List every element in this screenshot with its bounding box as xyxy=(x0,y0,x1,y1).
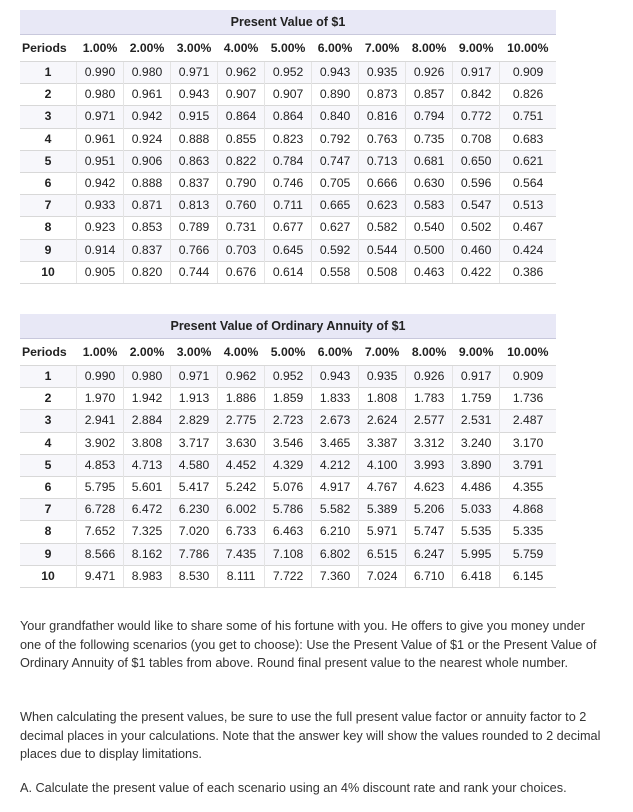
factor-cell: 0.863 xyxy=(171,150,218,172)
factor-cell: 0.857 xyxy=(406,84,453,106)
factor-cell: 0.665 xyxy=(312,195,359,217)
period-cell: 5 xyxy=(20,150,77,172)
factor-cell: 0.744 xyxy=(171,261,218,283)
factor-cell: 4.452 xyxy=(218,454,265,476)
factor-cell: 3.170 xyxy=(500,432,556,454)
factor-cell: 0.789 xyxy=(171,217,218,239)
factor-cell: 5.795 xyxy=(77,477,124,499)
factor-cell: 8.983 xyxy=(124,565,171,587)
period-cell: 3 xyxy=(20,410,77,432)
factor-cell: 0.623 xyxy=(359,195,406,217)
factor-cell: 0.460 xyxy=(453,239,500,261)
factor-cell: 4.100 xyxy=(359,454,406,476)
factor-cell: 0.816 xyxy=(359,106,406,128)
period-cell: 7 xyxy=(20,499,77,521)
factor-cell: 2.775 xyxy=(218,410,265,432)
table-row xyxy=(20,106,556,128)
factor-cell: 0.463 xyxy=(406,261,453,283)
factor-cell: 0.751 xyxy=(500,106,556,128)
factor-cell: 6.210 xyxy=(312,521,359,543)
column-header: Periods xyxy=(22,345,67,359)
period-cell: 3 xyxy=(20,106,77,128)
factor-cell: 0.926 xyxy=(406,62,453,84)
factor-cell: 5.335 xyxy=(500,521,556,543)
table-row xyxy=(20,261,556,283)
period-cell: 2 xyxy=(20,388,77,410)
factor-cell: 3.808 xyxy=(124,432,171,454)
factor-cell: 0.905 xyxy=(77,261,124,283)
table-row xyxy=(20,195,556,217)
factor-cell: 1.759 xyxy=(453,388,500,410)
column-header: 3.00% xyxy=(176,345,212,359)
factor-cell: 0.971 xyxy=(171,62,218,84)
factor-cell: 0.933 xyxy=(77,195,124,217)
factor-cell: 0.683 xyxy=(500,128,556,150)
factor-cell: 3.791 xyxy=(500,454,556,476)
factor-cell: 0.864 xyxy=(265,106,312,128)
factor-cell: 0.907 xyxy=(265,84,312,106)
factor-cell: 0.971 xyxy=(171,366,218,388)
factor-cell: 0.564 xyxy=(500,173,556,195)
factor-cell: 0.980 xyxy=(77,84,124,106)
factor-cell: 4.355 xyxy=(500,477,556,499)
factor-cell: 4.767 xyxy=(359,477,406,499)
factor-cell: 4.917 xyxy=(312,477,359,499)
factor-cell: 5.582 xyxy=(312,499,359,521)
factor-cell: 5.535 xyxy=(453,521,500,543)
factor-cell: 1.913 xyxy=(171,388,218,410)
factor-cell: 5.076 xyxy=(265,477,312,499)
factor-cell: 0.990 xyxy=(77,366,124,388)
factor-cell: 0.980 xyxy=(124,62,171,84)
column-header: 7.00% xyxy=(364,345,400,359)
factor-cell: 7.722 xyxy=(265,565,312,587)
factor-cell: 3.902 xyxy=(77,432,124,454)
factor-cell: 0.888 xyxy=(124,173,171,195)
factor-cell: 5.033 xyxy=(453,499,500,521)
factor-cell: 0.621 xyxy=(500,150,556,172)
factor-cell: 3.630 xyxy=(218,432,265,454)
factor-cell: 6.515 xyxy=(359,543,406,565)
factor-cell: 6.710 xyxy=(406,565,453,587)
column-header: 2.00% xyxy=(129,41,165,55)
period-cell: 10 xyxy=(20,261,77,283)
factor-cell: 0.708 xyxy=(453,128,500,150)
column-header: 1.00% xyxy=(82,41,118,55)
present-value-annuity-table xyxy=(20,314,556,588)
factor-cell: 7.786 xyxy=(171,543,218,565)
table-title: Present Value of Ordinary Annuity of $1 xyxy=(20,314,556,339)
table-row xyxy=(20,454,556,476)
factor-cell: 0.909 xyxy=(500,62,556,84)
factor-cell: 6.247 xyxy=(406,543,453,565)
factor-cell: 8.162 xyxy=(124,543,171,565)
period-cell: 8 xyxy=(20,521,77,543)
factor-cell: 6.145 xyxy=(500,565,556,587)
factor-cell: 0.917 xyxy=(453,62,500,84)
factor-cell: 6.002 xyxy=(218,499,265,521)
factor-cell: 0.735 xyxy=(406,128,453,150)
factor-cell: 0.873 xyxy=(359,84,406,106)
factor-cell: 0.842 xyxy=(453,84,500,106)
factor-cell: 0.971 xyxy=(77,106,124,128)
table-row xyxy=(20,84,556,106)
factor-cell: 0.747 xyxy=(312,150,359,172)
table-row xyxy=(20,239,556,261)
factor-cell: 1.859 xyxy=(265,388,312,410)
factor-cell: 0.677 xyxy=(265,217,312,239)
table-row xyxy=(20,150,556,172)
column-header: 6.00% xyxy=(317,345,353,359)
factor-cell: 0.813 xyxy=(171,195,218,217)
factor-cell: 3.717 xyxy=(171,432,218,454)
factor-cell: 7.024 xyxy=(359,565,406,587)
factor-cell: 0.952 xyxy=(265,366,312,388)
factor-cell: 0.864 xyxy=(218,106,265,128)
table-row xyxy=(20,62,556,84)
factor-cell: 0.508 xyxy=(359,261,406,283)
present-value-table xyxy=(20,10,556,284)
header-row xyxy=(20,339,556,366)
factor-cell: 0.422 xyxy=(453,261,500,283)
period-cell: 6 xyxy=(20,477,77,499)
factor-cell: 0.676 xyxy=(218,261,265,283)
period-cell: 9 xyxy=(20,543,77,565)
column-header: 3.00% xyxy=(176,41,212,55)
factor-cell: 0.853 xyxy=(124,217,171,239)
factor-cell: 7.020 xyxy=(171,521,218,543)
column-header: 9.00% xyxy=(458,41,494,55)
factor-cell: 4.212 xyxy=(312,454,359,476)
factor-cell: 2.531 xyxy=(453,410,500,432)
table-row xyxy=(20,173,556,195)
factor-cell: 8.566 xyxy=(77,543,124,565)
question-a-text: A. Calculate the present value of each scenario using an 4% discount rate and rank your choices. xyxy=(20,781,567,795)
column-header: 8.00% xyxy=(411,41,447,55)
table-row xyxy=(20,565,556,587)
factor-cell: 0.792 xyxy=(312,128,359,150)
factor-cell: 2.577 xyxy=(406,410,453,432)
factor-cell: 2.624 xyxy=(359,410,406,432)
period-cell: 1 xyxy=(20,62,77,84)
factor-cell: 0.666 xyxy=(359,173,406,195)
factor-cell: 6.733 xyxy=(218,521,265,543)
column-header: 4.00% xyxy=(223,345,259,359)
factor-cell: 2.673 xyxy=(312,410,359,432)
factor-cell: 0.923 xyxy=(77,217,124,239)
factor-cell: 3.312 xyxy=(406,432,453,454)
factor-cell: 0.924 xyxy=(124,128,171,150)
factor-cell: 4.329 xyxy=(265,454,312,476)
factor-cell: 0.772 xyxy=(453,106,500,128)
factor-cell: 0.915 xyxy=(171,106,218,128)
factor-cell: 0.766 xyxy=(171,239,218,261)
factor-cell: 0.826 xyxy=(500,84,556,106)
factor-cell: 0.705 xyxy=(312,173,359,195)
factor-cell: 5.759 xyxy=(500,543,556,565)
factor-cell: 0.596 xyxy=(453,173,500,195)
header-row xyxy=(20,35,556,62)
factor-cell: 7.325 xyxy=(124,521,171,543)
factor-cell: 3.890 xyxy=(453,454,500,476)
period-cell: 2 xyxy=(20,84,77,106)
factor-cell: 2.941 xyxy=(77,410,124,432)
table-row xyxy=(20,477,556,499)
factor-cell: 7.652 xyxy=(77,521,124,543)
factor-cell: 4.868 xyxy=(500,499,556,521)
factor-cell: 0.837 xyxy=(124,239,171,261)
factor-cell: 1.886 xyxy=(218,388,265,410)
factor-cell: 1.736 xyxy=(500,388,556,410)
factor-cell: 0.592 xyxy=(312,239,359,261)
factor-cell: 2.487 xyxy=(500,410,556,432)
column-header: 10.00% xyxy=(507,345,549,359)
factor-cell: 4.853 xyxy=(77,454,124,476)
factor-cell: 0.888 xyxy=(171,128,218,150)
period-cell: 1 xyxy=(20,366,77,388)
factor-cell: 0.731 xyxy=(218,217,265,239)
factor-cell: 0.790 xyxy=(218,173,265,195)
column-header: 5.00% xyxy=(270,41,306,55)
factor-cell: 0.855 xyxy=(218,128,265,150)
factor-cell: 0.951 xyxy=(77,150,124,172)
factor-cell: 0.906 xyxy=(124,150,171,172)
factor-cell: 0.822 xyxy=(218,150,265,172)
factor-cell: 0.943 xyxy=(312,62,359,84)
factor-cell: 6.802 xyxy=(312,543,359,565)
factor-cell: 3.993 xyxy=(406,454,453,476)
column-header: 7.00% xyxy=(364,41,400,55)
factor-cell: 0.952 xyxy=(265,62,312,84)
calculation-instructions-text: When calculating the present values, be sure to use the full present value factor or annuity factor to 2 decimal places in your calculations. Note that the answer key will show the values rounded to 2 decimal places due to display limitations. xyxy=(20,710,601,761)
factor-cell: 6.230 xyxy=(171,499,218,521)
factor-cell: 4.623 xyxy=(406,477,453,499)
factor-cell: 0.540 xyxy=(406,217,453,239)
factor-cell: 3.546 xyxy=(265,432,312,454)
factor-cell: 7.360 xyxy=(312,565,359,587)
period-cell: 9 xyxy=(20,239,77,261)
factor-cell: 5.971 xyxy=(359,521,406,543)
factor-cell: 0.943 xyxy=(312,366,359,388)
factor-cell: 4.580 xyxy=(171,454,218,476)
factor-cell: 0.583 xyxy=(406,195,453,217)
factor-cell: 0.943 xyxy=(171,84,218,106)
column-header: 2.00% xyxy=(129,345,165,359)
factor-cell: 0.630 xyxy=(406,173,453,195)
factor-cell: 0.582 xyxy=(359,217,406,239)
period-cell: 8 xyxy=(20,217,77,239)
factor-cell: 5.242 xyxy=(218,477,265,499)
factor-cell: 5.389 xyxy=(359,499,406,521)
factor-cell: 0.961 xyxy=(77,128,124,150)
factor-cell: 4.713 xyxy=(124,454,171,476)
factor-cell: 0.763 xyxy=(359,128,406,150)
period-cell: 4 xyxy=(20,432,77,454)
period-cell: 5 xyxy=(20,454,77,476)
column-header: 9.00% xyxy=(458,345,494,359)
factor-cell: 0.500 xyxy=(406,239,453,261)
factor-cell: 5.747 xyxy=(406,521,453,543)
factor-cell: 0.942 xyxy=(77,173,124,195)
period-cell: 6 xyxy=(20,173,77,195)
factor-cell: 3.465 xyxy=(312,432,359,454)
factor-cell: 1.808 xyxy=(359,388,406,410)
factor-cell: 0.962 xyxy=(218,62,265,84)
factor-cell: 6.463 xyxy=(265,521,312,543)
factor-cell: 3.387 xyxy=(359,432,406,454)
factor-cell: 2.829 xyxy=(171,410,218,432)
factor-cell: 7.435 xyxy=(218,543,265,565)
factor-cell: 0.837 xyxy=(171,173,218,195)
scenario-intro-text: Your grandfather would like to share some of his fortune with you. He offers to give you money under one of the following scenarios (you get to choose): Use the Present Value of $1 or the Present Value of Ordinary Annuity of $1 tables from above. Round final present value to the nearest whole number. xyxy=(20,619,597,670)
factor-cell: 0.386 xyxy=(500,261,556,283)
factor-cell: 0.650 xyxy=(453,150,500,172)
factor-cell: 8.530 xyxy=(171,565,218,587)
factor-cell: 0.711 xyxy=(265,195,312,217)
factor-cell: 6.418 xyxy=(453,565,500,587)
factor-cell: 4.486 xyxy=(453,477,500,499)
table-row xyxy=(20,543,556,565)
factor-cell: 0.914 xyxy=(77,239,124,261)
factor-cell: 0.909 xyxy=(500,366,556,388)
factor-cell: 9.471 xyxy=(77,565,124,587)
factor-cell: 0.840 xyxy=(312,106,359,128)
table-title: Present Value of $1 xyxy=(20,10,556,35)
factor-cell: 0.760 xyxy=(218,195,265,217)
factor-cell: 0.424 xyxy=(500,239,556,261)
column-header: 10.00% xyxy=(507,41,549,55)
factor-cell: 0.713 xyxy=(359,150,406,172)
factor-cell: 5.995 xyxy=(453,543,500,565)
factor-cell: 2.884 xyxy=(124,410,171,432)
factor-cell: 0.703 xyxy=(218,239,265,261)
table-row xyxy=(20,388,556,410)
factor-cell: 0.820 xyxy=(124,261,171,283)
factor-cell: 1.942 xyxy=(124,388,171,410)
factor-cell: 3.240 xyxy=(453,432,500,454)
period-cell: 7 xyxy=(20,195,77,217)
factor-cell: 0.502 xyxy=(453,217,500,239)
factor-cell: 6.728 xyxy=(77,499,124,521)
factor-cell: 0.823 xyxy=(265,128,312,150)
factor-cell: 0.926 xyxy=(406,366,453,388)
factor-cell: 0.645 xyxy=(265,239,312,261)
factor-cell: 6.472 xyxy=(124,499,171,521)
factor-cell: 0.871 xyxy=(124,195,171,217)
period-cell: 4 xyxy=(20,128,77,150)
table-row xyxy=(20,410,556,432)
factor-cell: 5.206 xyxy=(406,499,453,521)
column-header: Periods xyxy=(22,41,67,55)
column-header: 8.00% xyxy=(411,345,447,359)
factor-cell: 0.990 xyxy=(77,62,124,84)
column-header: 6.00% xyxy=(317,41,353,55)
column-header: 1.00% xyxy=(82,345,118,359)
table-row xyxy=(20,432,556,454)
factor-cell: 0.558 xyxy=(312,261,359,283)
factor-cell: 0.980 xyxy=(124,366,171,388)
factor-cell: 5.417 xyxy=(171,477,218,499)
factor-cell: 5.786 xyxy=(265,499,312,521)
factor-cell: 0.627 xyxy=(312,217,359,239)
factor-cell: 0.547 xyxy=(453,195,500,217)
factor-cell: 0.942 xyxy=(124,106,171,128)
table-row xyxy=(20,499,556,521)
factor-cell: 0.614 xyxy=(265,261,312,283)
factor-cell: 7.108 xyxy=(265,543,312,565)
factor-cell: 0.746 xyxy=(265,173,312,195)
factor-cell: 0.935 xyxy=(359,62,406,84)
factor-cell: 0.794 xyxy=(406,106,453,128)
factor-cell: 0.467 xyxy=(500,217,556,239)
factor-cell: 1.970 xyxy=(77,388,124,410)
factor-cell: 0.784 xyxy=(265,150,312,172)
factor-cell: 0.681 xyxy=(406,150,453,172)
period-cell: 10 xyxy=(20,565,77,587)
factor-cell: 5.601 xyxy=(124,477,171,499)
column-header: 5.00% xyxy=(270,345,306,359)
factor-cell: 0.935 xyxy=(359,366,406,388)
factor-cell: 2.723 xyxy=(265,410,312,432)
factor-cell: 0.890 xyxy=(312,84,359,106)
factor-cell: 0.513 xyxy=(500,195,556,217)
factor-cell: 0.961 xyxy=(124,84,171,106)
factor-cell: 1.783 xyxy=(406,388,453,410)
factor-cell: 0.962 xyxy=(218,366,265,388)
table-row xyxy=(20,128,556,150)
column-header: 4.00% xyxy=(223,41,259,55)
factor-cell: 0.544 xyxy=(359,239,406,261)
table-row xyxy=(20,217,556,239)
table-row xyxy=(20,366,556,388)
factor-cell: 0.907 xyxy=(218,84,265,106)
table-row xyxy=(20,521,556,543)
factor-cell: 1.833 xyxy=(312,388,359,410)
factor-cell: 8.111 xyxy=(218,565,265,587)
factor-cell: 0.917 xyxy=(453,366,500,388)
